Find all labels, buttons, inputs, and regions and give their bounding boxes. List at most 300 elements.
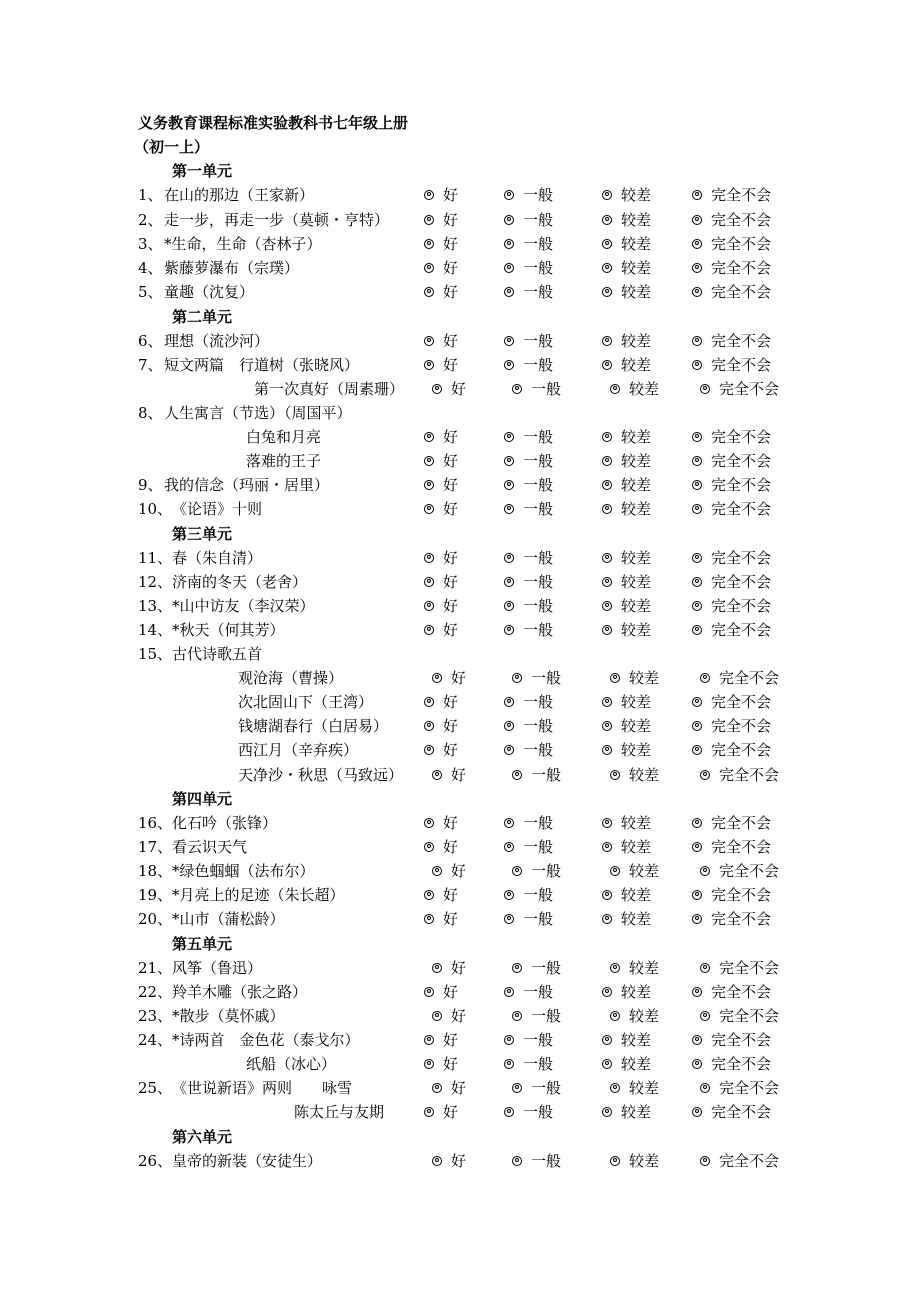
option-poor[interactable] bbox=[610, 667, 659, 688]
lesson-title: 在山的那边（王家新） bbox=[164, 186, 315, 204]
double-circle-radio-icon bbox=[424, 818, 434, 828]
option-poor[interactable] bbox=[602, 257, 651, 278]
lesson-number: 21、 bbox=[138, 959, 173, 977]
double-circle-radio-icon bbox=[602, 745, 612, 755]
option-label: 一般 bbox=[523, 597, 554, 615]
double-circle-radio-icon bbox=[692, 504, 702, 514]
option-none[interactable] bbox=[692, 330, 771, 351]
option-none[interactable] bbox=[700, 1150, 779, 1171]
option-none[interactable] bbox=[692, 257, 771, 278]
option-none[interactable] bbox=[700, 378, 779, 399]
option-good[interactable] bbox=[424, 691, 458, 712]
option-none[interactable] bbox=[692, 812, 771, 833]
option-label: 较差 bbox=[621, 910, 652, 928]
option-none[interactable] bbox=[700, 667, 779, 688]
option-poor[interactable] bbox=[602, 908, 651, 929]
double-circle-radio-icon bbox=[512, 963, 522, 973]
option-good[interactable] bbox=[424, 981, 458, 1002]
lesson-row bbox=[0, 836, 920, 860]
lesson-title: 皇帝的新装（安徒生） bbox=[172, 1152, 323, 1170]
double-circle-radio-icon bbox=[610, 1083, 620, 1093]
option-poor[interactable] bbox=[610, 957, 659, 978]
option-label: 较差 bbox=[621, 717, 652, 735]
option-none[interactable] bbox=[692, 1101, 771, 1122]
option-none[interactable] bbox=[700, 764, 779, 785]
option-poor[interactable] bbox=[602, 1053, 651, 1074]
option-average[interactable] bbox=[504, 184, 553, 205]
option-label: 完全不会 bbox=[711, 814, 772, 832]
option-poor[interactable] bbox=[602, 474, 651, 495]
option-average[interactable] bbox=[512, 1005, 561, 1026]
option-good[interactable] bbox=[424, 233, 458, 254]
option-good[interactable] bbox=[424, 1053, 458, 1074]
lesson-number: 1、 bbox=[138, 186, 163, 204]
option-label: 完全不会 bbox=[711, 549, 772, 567]
option-good[interactable] bbox=[432, 1150, 466, 1171]
lesson-title: 我的信念（玛丽・居里） bbox=[164, 476, 330, 494]
option-poor[interactable] bbox=[602, 547, 651, 568]
option-good[interactable] bbox=[432, 1005, 466, 1026]
lesson-number: 5、 bbox=[138, 283, 163, 301]
option-label: 好 bbox=[451, 766, 467, 784]
double-circle-radio-icon bbox=[424, 480, 434, 490]
option-none[interactable] bbox=[692, 595, 771, 616]
option-label: 完全不会 bbox=[711, 886, 772, 904]
option-label: 好 bbox=[443, 597, 459, 615]
option-average[interactable] bbox=[504, 257, 553, 278]
double-circle-radio-icon bbox=[424, 625, 434, 635]
option-poor[interactable] bbox=[602, 330, 651, 351]
option-label: 一般 bbox=[523, 283, 554, 301]
double-circle-radio-icon bbox=[424, 1035, 434, 1045]
double-circle-radio-icon bbox=[504, 336, 514, 346]
option-label: 好 bbox=[451, 669, 467, 687]
option-label: 一般 bbox=[531, 669, 562, 687]
option-label: 较差 bbox=[621, 356, 652, 374]
double-circle-radio-icon bbox=[602, 1059, 612, 1069]
option-average[interactable] bbox=[504, 691, 553, 712]
option-none[interactable] bbox=[692, 1053, 771, 1074]
lesson-title: 陈太丘与友期 bbox=[294, 1103, 385, 1121]
option-label: 完全不会 bbox=[711, 693, 772, 711]
option-label: 一般 bbox=[523, 814, 554, 832]
option-average[interactable] bbox=[504, 547, 553, 568]
lesson-number: 12、 bbox=[138, 573, 173, 591]
option-poor[interactable] bbox=[602, 426, 651, 447]
option-label: 完全不会 bbox=[719, 380, 780, 398]
option-label: 一般 bbox=[523, 549, 554, 567]
option-none[interactable] bbox=[692, 836, 771, 857]
option-label: 完全不会 bbox=[711, 211, 772, 229]
option-label: 好 bbox=[443, 500, 459, 518]
option-average[interactable] bbox=[512, 1077, 561, 1098]
lesson-title: 风筝（鲁迅） bbox=[172, 959, 263, 977]
option-good[interactable] bbox=[424, 547, 458, 568]
lesson-number: 10、 bbox=[138, 500, 173, 518]
option-none[interactable] bbox=[692, 715, 771, 736]
option-label: 好 bbox=[443, 549, 459, 567]
option-none[interactable] bbox=[692, 233, 771, 254]
lesson-row bbox=[0, 860, 920, 884]
option-label: 完全不会 bbox=[711, 452, 772, 470]
option-average[interactable] bbox=[504, 498, 553, 519]
option-good[interactable] bbox=[424, 257, 458, 278]
option-none[interactable] bbox=[700, 860, 779, 881]
option-none[interactable] bbox=[692, 209, 771, 230]
double-circle-radio-icon bbox=[504, 190, 514, 200]
lesson-title: 次北固山下（王湾） bbox=[238, 693, 374, 711]
option-average[interactable] bbox=[504, 281, 553, 302]
option-label: 完全不会 bbox=[711, 1055, 772, 1073]
option-average[interactable] bbox=[504, 354, 553, 375]
lesson-title: 《世说新语》两则 咏雪 bbox=[172, 1079, 353, 1097]
double-circle-radio-icon bbox=[424, 553, 434, 563]
option-label: 好 bbox=[443, 838, 459, 856]
option-average[interactable] bbox=[504, 450, 553, 471]
double-circle-radio-icon bbox=[504, 553, 514, 563]
lesson-row bbox=[0, 1101, 920, 1125]
option-poor[interactable] bbox=[602, 595, 651, 616]
option-good[interactable] bbox=[432, 764, 466, 785]
double-circle-radio-icon bbox=[504, 697, 514, 707]
option-label: 完全不会 bbox=[711, 283, 772, 301]
option-average[interactable] bbox=[504, 330, 553, 351]
double-circle-radio-icon bbox=[692, 239, 702, 249]
option-good[interactable] bbox=[424, 474, 458, 495]
double-circle-radio-icon bbox=[700, 1083, 710, 1093]
page-subtitle: （初一上） bbox=[134, 138, 210, 156]
lesson-title: *秋天（何其芳） bbox=[172, 621, 285, 639]
option-label: 完全不会 bbox=[719, 1007, 780, 1025]
option-good[interactable] bbox=[424, 908, 458, 929]
option-good[interactable] bbox=[432, 957, 466, 978]
option-none[interactable] bbox=[692, 571, 771, 592]
lesson-number: 13、 bbox=[138, 597, 173, 615]
option-good[interactable] bbox=[424, 281, 458, 302]
option-average[interactable] bbox=[504, 739, 553, 760]
option-average[interactable] bbox=[504, 812, 553, 833]
option-none[interactable] bbox=[700, 1005, 779, 1026]
option-label: 较差 bbox=[621, 741, 652, 759]
double-circle-radio-icon bbox=[504, 987, 514, 997]
lesson-row bbox=[0, 595, 920, 619]
lesson-row bbox=[0, 715, 920, 739]
option-poor[interactable] bbox=[610, 764, 659, 785]
option-label: 完全不会 bbox=[719, 669, 780, 687]
option-poor[interactable] bbox=[602, 981, 651, 1002]
option-average[interactable] bbox=[504, 595, 553, 616]
lesson-title: 天净沙・秋思（马致远） bbox=[238, 766, 404, 784]
option-poor[interactable] bbox=[610, 1077, 659, 1098]
option-poor[interactable] bbox=[602, 209, 651, 230]
double-circle-radio-icon bbox=[504, 215, 514, 225]
lesson-number: 11、 bbox=[138, 549, 173, 567]
double-circle-radio-icon bbox=[692, 625, 702, 635]
option-average[interactable] bbox=[504, 1029, 553, 1050]
option-label: 好 bbox=[451, 1079, 467, 1097]
option-average[interactable] bbox=[504, 715, 553, 736]
option-poor[interactable] bbox=[602, 619, 651, 640]
option-good[interactable] bbox=[424, 884, 458, 905]
option-poor[interactable] bbox=[610, 860, 659, 881]
option-good[interactable] bbox=[424, 595, 458, 616]
double-circle-radio-icon bbox=[602, 914, 612, 924]
option-poor[interactable] bbox=[602, 812, 651, 833]
option-poor[interactable] bbox=[602, 1101, 651, 1122]
option-label: 较差 bbox=[629, 1007, 660, 1025]
option-poor[interactable] bbox=[602, 233, 651, 254]
double-circle-radio-icon bbox=[432, 384, 442, 394]
double-circle-radio-icon bbox=[602, 432, 612, 442]
option-average[interactable] bbox=[512, 1150, 561, 1171]
option-average[interactable] bbox=[504, 426, 553, 447]
option-label: 好 bbox=[443, 283, 459, 301]
option-average[interactable] bbox=[512, 667, 561, 688]
option-poor[interactable] bbox=[610, 378, 659, 399]
lesson-row bbox=[0, 450, 920, 474]
option-good[interactable] bbox=[424, 619, 458, 640]
option-label: 一般 bbox=[523, 235, 554, 253]
option-good[interactable] bbox=[432, 378, 466, 399]
option-label: 一般 bbox=[523, 886, 554, 904]
option-label: 较差 bbox=[621, 1031, 652, 1049]
lesson-title: *散步（莫怀戚） bbox=[172, 1007, 285, 1025]
option-good[interactable] bbox=[424, 1029, 458, 1050]
lesson-row bbox=[0, 667, 920, 691]
option-poor[interactable] bbox=[602, 281, 651, 302]
option-none[interactable] bbox=[692, 498, 771, 519]
option-label: 好 bbox=[443, 235, 459, 253]
lesson-number: 3、 bbox=[138, 235, 163, 253]
double-circle-radio-icon bbox=[602, 456, 612, 466]
option-poor[interactable] bbox=[602, 450, 651, 471]
double-circle-radio-icon bbox=[432, 1156, 442, 1166]
option-label: 一般 bbox=[523, 1055, 554, 1073]
double-circle-radio-icon bbox=[432, 1083, 442, 1093]
double-circle-radio-icon bbox=[610, 963, 620, 973]
option-average[interactable] bbox=[512, 378, 561, 399]
lesson-title: 落难的王子 bbox=[246, 452, 322, 470]
option-label: 好 bbox=[443, 211, 459, 229]
option-good[interactable] bbox=[424, 498, 458, 519]
option-label: 完全不会 bbox=[719, 1152, 780, 1170]
option-label: 较差 bbox=[629, 380, 660, 398]
double-circle-radio-icon bbox=[602, 625, 612, 635]
option-label: 完全不会 bbox=[711, 983, 772, 1001]
option-none[interactable] bbox=[692, 908, 771, 929]
lesson-title: 《论语》十则 bbox=[172, 500, 263, 518]
double-circle-radio-icon bbox=[692, 601, 702, 611]
lesson-row bbox=[0, 1029, 920, 1053]
option-label: 好 bbox=[443, 452, 459, 470]
option-none[interactable] bbox=[700, 957, 779, 978]
lesson-number: 6、 bbox=[138, 332, 163, 350]
option-poor[interactable] bbox=[602, 354, 651, 375]
double-circle-radio-icon bbox=[700, 866, 710, 876]
double-circle-radio-icon bbox=[602, 553, 612, 563]
option-average[interactable] bbox=[504, 571, 553, 592]
option-good[interactable] bbox=[424, 426, 458, 447]
double-circle-radio-icon bbox=[504, 577, 514, 587]
lesson-title: *诗两首 金色花（泰戈尔） bbox=[172, 1031, 360, 1049]
double-circle-radio-icon bbox=[432, 770, 442, 780]
option-label: 好 bbox=[451, 1007, 467, 1025]
option-average[interactable] bbox=[504, 209, 553, 230]
option-label: 好 bbox=[443, 814, 459, 832]
double-circle-radio-icon bbox=[424, 745, 434, 755]
double-circle-radio-icon bbox=[504, 842, 514, 852]
double-circle-radio-icon bbox=[424, 987, 434, 997]
lesson-title: 紫藤萝瀑布（宗璞） bbox=[164, 259, 300, 277]
lesson-number: 19、 bbox=[138, 886, 173, 904]
double-circle-radio-icon bbox=[424, 360, 434, 370]
option-label: 较差 bbox=[629, 1152, 660, 1170]
option-label: 一般 bbox=[531, 380, 562, 398]
option-label: 一般 bbox=[531, 862, 562, 880]
option-none[interactable] bbox=[692, 1029, 771, 1050]
double-circle-radio-icon bbox=[602, 1035, 612, 1045]
double-circle-radio-icon bbox=[504, 890, 514, 900]
option-average[interactable] bbox=[504, 981, 553, 1002]
option-good[interactable] bbox=[432, 860, 466, 881]
option-average[interactable] bbox=[504, 474, 553, 495]
option-none[interactable] bbox=[692, 619, 771, 640]
double-circle-radio-icon bbox=[602, 818, 612, 828]
double-circle-radio-icon bbox=[504, 745, 514, 755]
option-none[interactable] bbox=[692, 450, 771, 471]
option-average[interactable] bbox=[504, 619, 553, 640]
option-label: 完全不会 bbox=[711, 428, 772, 446]
option-good[interactable] bbox=[424, 209, 458, 230]
lesson-row bbox=[0, 281, 920, 305]
option-label: 较差 bbox=[621, 186, 652, 204]
lesson-title: *山市（蒲松龄） bbox=[172, 910, 285, 928]
double-circle-radio-icon bbox=[512, 384, 522, 394]
lesson-row bbox=[0, 402, 920, 426]
double-circle-radio-icon bbox=[424, 914, 434, 924]
option-poor[interactable] bbox=[602, 184, 651, 205]
option-poor[interactable] bbox=[602, 691, 651, 712]
double-circle-radio-icon bbox=[432, 673, 442, 683]
double-circle-radio-icon bbox=[512, 673, 522, 683]
option-none[interactable] bbox=[692, 426, 771, 447]
lesson-title: 西江月（辛弃疾） bbox=[238, 741, 359, 759]
option-label: 较差 bbox=[621, 597, 652, 615]
double-circle-radio-icon bbox=[602, 360, 612, 370]
option-poor[interactable] bbox=[602, 739, 651, 760]
option-none[interactable] bbox=[692, 184, 771, 205]
option-none[interactable] bbox=[700, 1077, 779, 1098]
option-average[interactable] bbox=[504, 233, 553, 254]
option-average[interactable] bbox=[512, 860, 561, 881]
option-label: 完全不会 bbox=[711, 332, 772, 350]
option-good[interactable] bbox=[424, 450, 458, 471]
option-poor[interactable] bbox=[602, 571, 651, 592]
option-none[interactable] bbox=[692, 981, 771, 1002]
option-average[interactable] bbox=[504, 836, 553, 857]
option-label: 一般 bbox=[523, 717, 554, 735]
option-none[interactable] bbox=[692, 281, 771, 302]
option-label: 一般 bbox=[531, 959, 562, 977]
option-none[interactable] bbox=[692, 474, 771, 495]
option-average[interactable] bbox=[512, 764, 561, 785]
option-poor[interactable] bbox=[602, 498, 651, 519]
option-good[interactable] bbox=[424, 571, 458, 592]
double-circle-radio-icon bbox=[692, 1107, 702, 1117]
lesson-number: 8、 bbox=[138, 404, 163, 422]
double-circle-radio-icon bbox=[504, 432, 514, 442]
lesson-number: 22、 bbox=[138, 983, 173, 1001]
option-average[interactable] bbox=[504, 1101, 553, 1122]
double-circle-radio-icon bbox=[602, 480, 612, 490]
option-poor[interactable] bbox=[610, 1150, 659, 1171]
option-good[interactable] bbox=[424, 836, 458, 857]
option-good[interactable] bbox=[424, 184, 458, 205]
option-average[interactable] bbox=[504, 884, 553, 905]
option-none[interactable] bbox=[692, 739, 771, 760]
double-circle-radio-icon bbox=[700, 1011, 710, 1021]
option-none[interactable] bbox=[692, 884, 771, 905]
double-circle-radio-icon bbox=[424, 890, 434, 900]
option-poor[interactable] bbox=[602, 715, 651, 736]
option-label: 完全不会 bbox=[719, 766, 780, 784]
lesson-title: 短文两篇 行道树（张晓风） bbox=[164, 356, 360, 374]
option-label: 完全不会 bbox=[711, 1031, 772, 1049]
option-none[interactable] bbox=[692, 354, 771, 375]
lesson-row bbox=[0, 257, 920, 281]
option-poor[interactable] bbox=[602, 884, 651, 905]
option-good[interactable] bbox=[424, 715, 458, 736]
double-circle-radio-icon bbox=[602, 190, 612, 200]
option-poor[interactable] bbox=[602, 1029, 651, 1050]
option-good[interactable] bbox=[424, 1101, 458, 1122]
option-good[interactable] bbox=[424, 739, 458, 760]
option-label: 较差 bbox=[629, 862, 660, 880]
option-average[interactable] bbox=[504, 908, 553, 929]
double-circle-radio-icon bbox=[700, 963, 710, 973]
option-average[interactable] bbox=[504, 1053, 553, 1074]
double-circle-radio-icon bbox=[424, 721, 434, 731]
option-label: 一般 bbox=[523, 1031, 554, 1049]
option-label: 较差 bbox=[621, 500, 652, 518]
option-good[interactable] bbox=[424, 330, 458, 351]
lesson-row bbox=[0, 1150, 920, 1174]
option-label: 完全不会 bbox=[711, 741, 772, 759]
option-good[interactable] bbox=[424, 812, 458, 833]
double-circle-radio-icon bbox=[700, 673, 710, 683]
option-good[interactable] bbox=[424, 354, 458, 375]
lesson-number: 14、 bbox=[138, 621, 173, 639]
double-circle-radio-icon bbox=[504, 287, 514, 297]
option-label: 好 bbox=[443, 476, 459, 494]
option-label: 一般 bbox=[523, 428, 554, 446]
lesson-row bbox=[0, 378, 920, 402]
option-average[interactable] bbox=[512, 957, 561, 978]
option-poor[interactable] bbox=[610, 1005, 659, 1026]
page-title: 义务教育课程标准实验教科书七年级上册 bbox=[138, 114, 409, 132]
option-good[interactable] bbox=[432, 667, 466, 688]
option-none[interactable] bbox=[692, 547, 771, 568]
option-none[interactable] bbox=[692, 691, 771, 712]
double-circle-radio-icon bbox=[692, 480, 702, 490]
option-label: 完全不会 bbox=[711, 621, 772, 639]
option-label: 好 bbox=[443, 621, 459, 639]
double-circle-radio-icon bbox=[602, 577, 612, 587]
double-circle-radio-icon bbox=[424, 190, 434, 200]
lesson-row bbox=[0, 619, 920, 643]
option-good[interactable] bbox=[432, 1077, 466, 1098]
option-poor[interactable] bbox=[602, 836, 651, 857]
